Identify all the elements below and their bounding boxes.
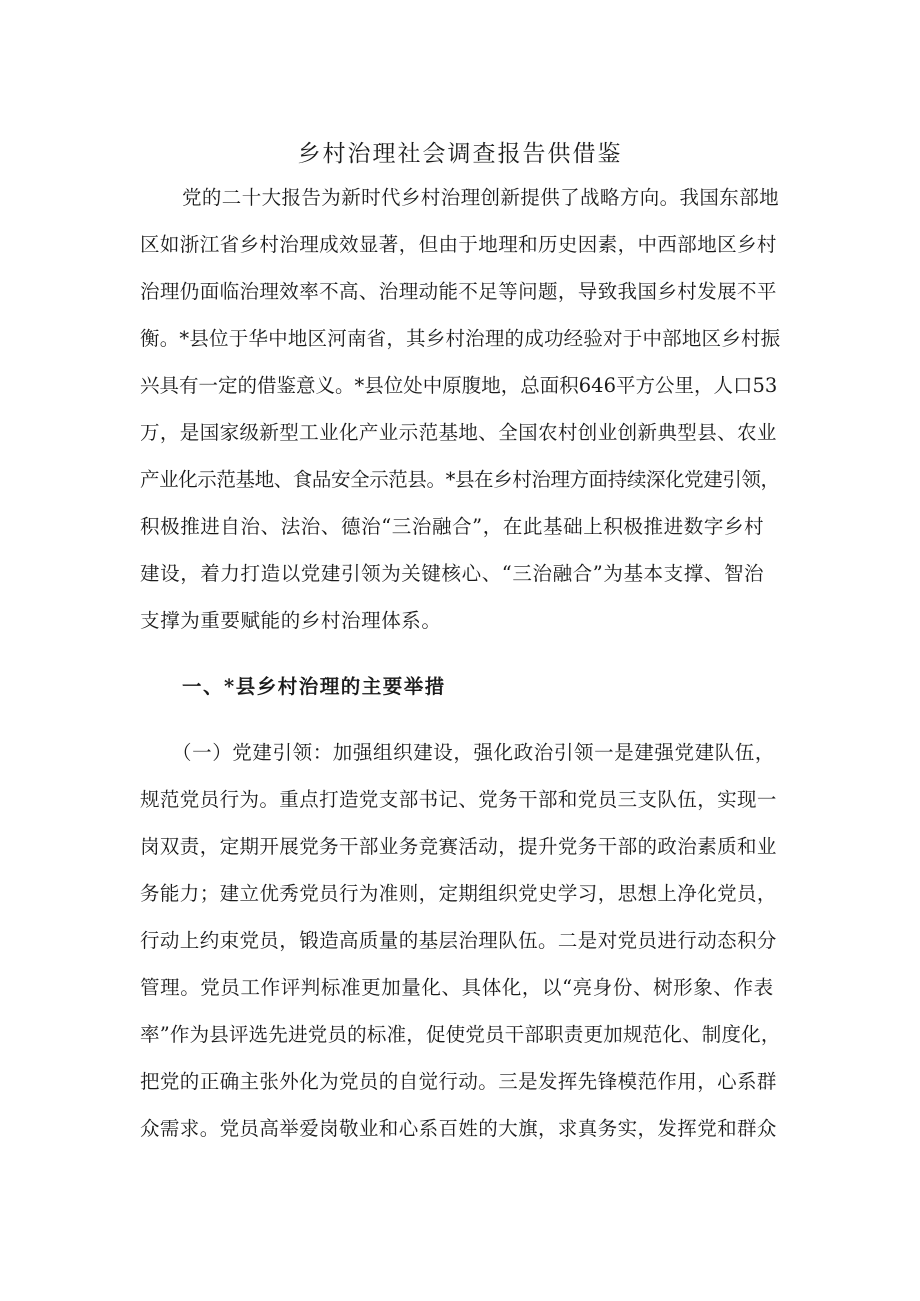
- paragraph-2-line-1: （一）党建引领：加强组织建设，强化政治引领一是建强党建队伍，: [172, 741, 776, 764]
- paragraph-2-line-2: 规范党员行为。重点打造党支部书记、党务干部和党员三支队伍，实现一: [140, 788, 777, 811]
- paragraph-2-line-7: 率”作为县评选先进党员的标准，促使党员干部职责更加规范化、制度化，: [140, 1023, 781, 1046]
- paragraph-2-line-4: 务能力；建立优秀党员行为准则，定期组织党史学习，思想上净化党员，: [140, 882, 777, 905]
- paragraph-2-line-5: 行动上约束党员，锻造高质量的基层治理队伍。二是对党员进行动态积分: [140, 929, 777, 952]
- paragraph-1-line-3: 治理仍面临治理效率不高、治理动能不足等问题，导致我国乡村发展不平: [140, 280, 777, 303]
- paragraph-2-line-3: 岗双责，定期开展党务干部业务竞赛活动，提升党务干部的政治素质和业: [140, 835, 777, 858]
- paragraph-1-line-7: 产业化示范基地、食品安全示范县。*县在乡村治理方面持续深化党建引领，: [140, 468, 780, 491]
- paragraph-1-line-4: 衡。*县位于华中地区河南省，其乡村治理的成功经验对于中部地区乡村振: [140, 327, 781, 350]
- paragraph-1-line-1: 党的二十大报告为新时代乡村治理创新提供了战略方向。我国东部地: [182, 186, 780, 209]
- paragraph-1-line-2: 区如浙江省乡村治理成效显著，但由于地理和历史因素，中西部地区乡村: [140, 233, 777, 256]
- paragraph-1-line-6: 万，是国家级新型工业化产业示范基地、全国农村创业创新典型县、农业: [140, 421, 777, 444]
- paragraph-1-line-5: 兴具有一定的借鉴意义。*县位处中原腹地，总面积646平方公里，人口53: [140, 374, 778, 397]
- paragraph-1-line-9: 建设，着力打造以党建引领为关键核心、“三治融合”为基本支撑、智治: [140, 562, 765, 585]
- paragraph-1-line-8: 积极推进自治、法治、德治“三治融合”，在此基础上积极推进数字乡村: [140, 515, 765, 538]
- paragraph-1-line-10: 支撑为重要赋能的乡村治理体系。: [140, 609, 442, 632]
- paragraph-2-line-9: 众需求。党员高举爱岗敬业和心系百姓的大旗，求真务实，发挥党和群众: [140, 1117, 777, 1140]
- section-1-heading: 一、*县乡村治理的主要举措: [182, 675, 446, 698]
- paragraph-2-line-8: 把党的正确主张外化为党员的自觉行动。三是发挥先锋模范作用，心系群: [140, 1070, 777, 1093]
- paragraph-2-line-6: 管理。党员工作评判标准更加量化、具体化，以“亮身份、树形象、作表: [140, 976, 774, 999]
- document-title: 乡村治理社会调查报告供借鉴: [297, 141, 623, 167]
